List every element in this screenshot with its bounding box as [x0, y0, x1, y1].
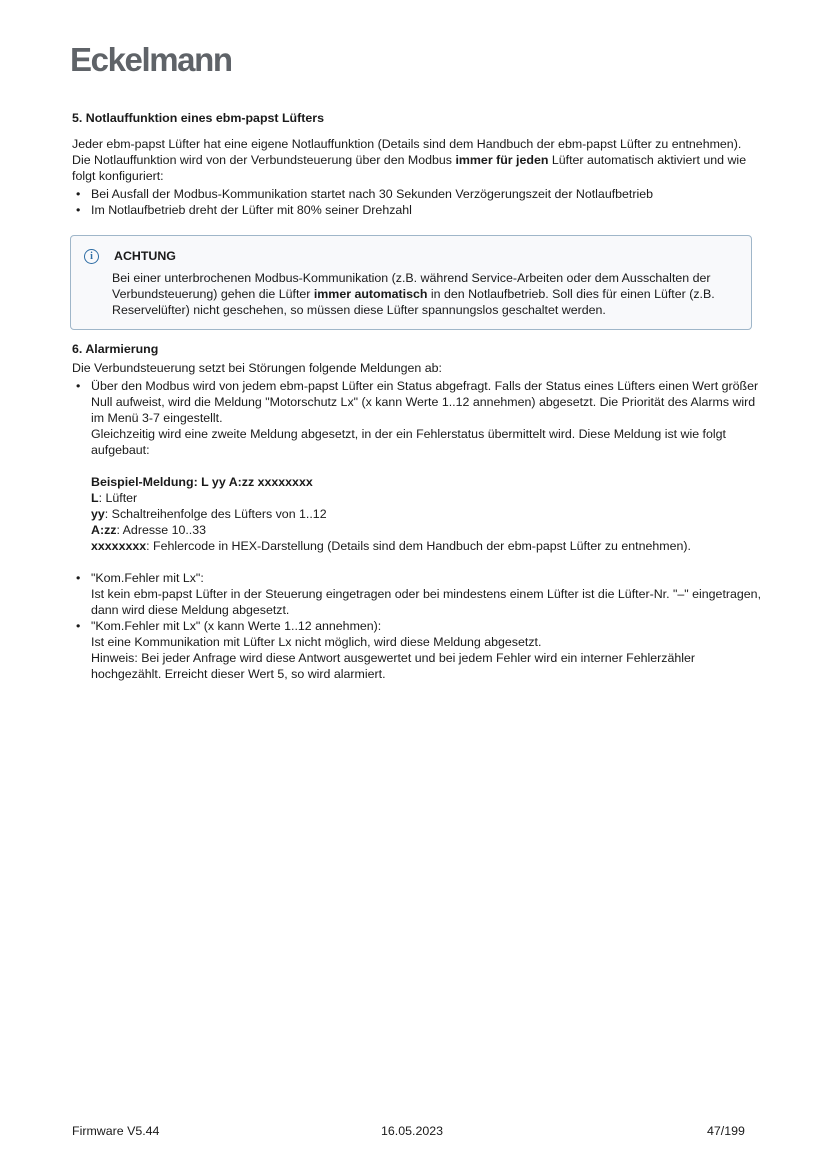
example-message-heading: Beispiel-Meldung: L yy A:zz xxxxxxxx	[91, 475, 313, 489]
footer-date: 16.05.2023	[381, 1124, 444, 1138]
example-field: L: Lüfter	[91, 491, 138, 505]
section5-intro: Jeder ebm-papst Lüfter hat eine eigene Notlauffunktion (Details sind dem Handbuch der ebm-papst Lüfter zu entnehmen). Die Notlauffunktion wird von der Verbundsteuerung über den Modbus immer für jeden Lüfter automatisch aktiviert und wie folgt konfiguriert:	[72, 137, 747, 183]
list-item: • Bei Ausfall der Modbus-Kommunikation startet nach 30 Sekunden Verzögerungszeit der Notlaufbetrieb	[72, 186, 762, 202]
section5-list	[72, 186, 762, 218]
notice-body: Bei einer unterbrochenen Modbus-Kommunikation (z.B. während Service-Arbeiten oder dem Ausschalten der Verbundsteuerung) gehen die Lüfter immer automatisch in den Notlaufbetrieb. Soll dies für einen Lüfter (z.B. Reservelüfter) nicht geschehen, so müssen diese Lüfter spannungslos geschaltet werden.	[112, 271, 715, 317]
example-field: A:zz: Adresse 10..33	[91, 523, 207, 537]
company-logo: Eckelmann	[70, 41, 232, 78]
notice-title: ACHTUNG	[114, 249, 176, 263]
kom-fehler-text: Ist eine Kommunikation mit Lüfter Lx nicht möglich, wird diese Meldung abgesetzt.	[91, 635, 542, 649]
warning-notice	[70, 235, 752, 330]
example-field: xxxxxxxx: Fehlercode in HEX-Darstellung (Details sind dem Handbuch der ebm-papst Lüfter zu entnehmen).	[91, 539, 691, 553]
example-field: yy: Schaltreihenfolge des Lüfters von 1..12	[91, 507, 327, 521]
list-item	[72, 618, 762, 682]
section6-heading: 6. Alarmierung	[72, 342, 159, 356]
document-content	[72, 110, 762, 682]
list-item	[72, 378, 762, 554]
section6-list	[72, 378, 762, 682]
info-icon: i	[84, 249, 99, 264]
section5-heading: 5. Notlauffunktion eines ebm-papst Lüfters	[72, 111, 324, 125]
kom-fehler-text: Ist kein ebm-papst Lüfter in der Steuerung eingetragen oder bei mindestens einem Lüfter ist die Lüfter-Nr. "–" eingetragen, dann wird diese Meldung abgesetzt.	[91, 587, 762, 617]
list-item	[72, 570, 762, 618]
alarm-status-text2: Gleichzeitig wird eine zweite Meldung abgesetzt, in der ein Fehlerstatus übermittelt wird. Diese Meldung ist wie folgt aufgebaut:	[91, 427, 726, 457]
section6-intro: Die Verbundsteuerung setzt bei Störungen folgende Meldungen ab:	[72, 361, 442, 375]
footer-page-number: 47/199	[707, 1124, 745, 1138]
list-item: • Im Notlaufbetrieb dreht der Lüfter mit 80% seiner Drehzahl	[72, 202, 762, 218]
footer-firmware: Firmware V5.44	[72, 1124, 160, 1138]
kom-fehler-hint: Hinweis: Bei jeder Anfrage wird diese Antwort ausgewertet und bei jedem Fehler wird ein interner Fehlerzähler hochgezählt. Erreicht dieser Wert 5, so wird alarmiert.	[91, 651, 696, 681]
kom-fehler-title: • "Kom.Fehler mit Lx":	[91, 571, 204, 585]
kom-fehler-title: • "Kom.Fehler mit Lx" (x kann Werte 1..12 annehmen):	[91, 619, 382, 633]
alarm-status-text: • Über den Modbus wird von jedem ebm-papst Lüfter ein Status abgefragt. Falls der Status eines Lüfters einen Wert größer Null aufweist, wird die Meldung "Motorschutz Lx" (x kann Werte 1..12 annehmen) abgesetzt. Die Priorität des Alarms wird im Menü 3-7 eingestellt.	[91, 379, 759, 425]
